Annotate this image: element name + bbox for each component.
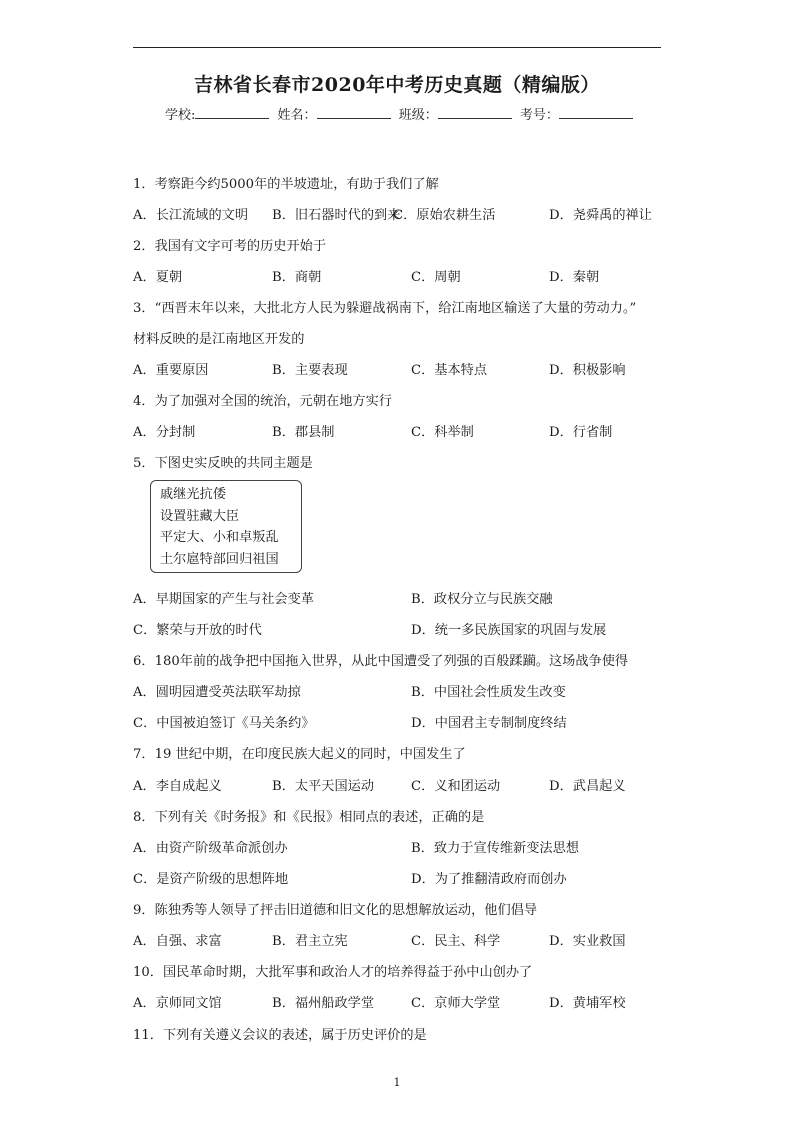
question-3-stem: 3．“西晋末年以来，大批北方人民为躲避战祸南下，给江南地区输送了大量的劳动力。”	[133, 301, 637, 316]
exam-no-label: 考号：	[519, 108, 559, 123]
question-7-option-d: D．武昌起义	[549, 779, 626, 794]
question-1-option-c: C．原始农耕生活	[393, 208, 496, 223]
question-1-stem: 1．考察距今约5000年的半坡遗址，有助于我们了解	[133, 177, 439, 192]
exam-no-blank	[559, 106, 633, 119]
question-3-option-a: A．重要原因	[133, 363, 209, 378]
question-2-option-a: A．夏朝	[133, 270, 183, 285]
question-5-option-a: A．早期国家的产生与社会变革	[133, 592, 314, 607]
question-2-option-d: D．秦朝	[549, 270, 600, 285]
question-9-option-a: A．自强、求富	[133, 934, 222, 949]
question-2-option-c: C．周朝	[411, 270, 461, 285]
question-7-option-b: B．太平天国运动	[272, 779, 375, 794]
question-10-stem: 10．国民革命时期，大批军事和政治人才的培养得益于孙中山创办了	[133, 965, 533, 980]
question-5-stem: 5．下图史实反映的共同主题是	[133, 456, 313, 471]
figure-line: 戚继光抗倭	[160, 487, 226, 502]
question-5-option-b: B．政权分立与民族交融	[411, 592, 553, 607]
question-6-stem: 6．180年前的战争把中国拖入世界，从此中国遭受了列强的百般蹂躏。这场战争使得	[133, 654, 629, 669]
question-2-option-b: B．商朝	[272, 270, 322, 285]
question-9-option-c: C．民主、科学	[411, 934, 501, 949]
question-8-option-a: A．由资产阶级革命派创办	[133, 841, 288, 856]
question-1-option-a: A．长江流域的文明	[133, 208, 249, 223]
question-7-stem: 7．19 世纪中期，在印度民族大起义的同时，中国发生了	[133, 747, 466, 762]
question-6-option-a: A．圆明园遭受英法联军劫掠	[133, 685, 301, 700]
question-10-option-d: D．黄埔军校	[549, 996, 626, 1011]
question-6-option-c: C．中国被迫签订《马关条约》	[133, 716, 315, 731]
question-4-option-b: B．郡县制	[272, 425, 335, 440]
figure-line: 平定大、小和卓叛乱	[160, 530, 279, 545]
question-6-option-b: B．中国社会性质发生改变	[411, 685, 566, 700]
header-rule	[133, 47, 661, 48]
question-9-stem: 9．陈独秀等人领导了抨击旧道德和旧文化的思想解放运动，他们倡导	[133, 903, 538, 918]
question-7-option-c: C．义和团运动	[411, 779, 501, 794]
question-3-option-c: C．基本特点	[411, 363, 488, 378]
question-7-option-a: A．李自成起义	[133, 779, 222, 794]
question-4-option-a: A．分封制	[133, 425, 196, 440]
question-4-stem: 4．为了加强对全国的统治，元朝在地方实行	[133, 394, 392, 409]
question-5-option-c: C．繁荣与开放的时代	[133, 623, 262, 638]
school-blank	[195, 106, 269, 119]
question-3-option-b: B．主要表现	[272, 363, 348, 378]
question-9-option-b: B．君主立宪	[272, 934, 348, 949]
class-label: 班级：	[398, 108, 438, 123]
school-label: 学校:	[165, 108, 196, 123]
question-10-option-c: C．京师大学堂	[411, 996, 501, 1011]
question-8-stem: 8．下列有关《时务报》和《民报》相同点的表述，正确的是	[133, 810, 485, 825]
student-info-line	[165, 104, 637, 123]
figure-line: 土尔扈特部回归祖国	[160, 551, 279, 567]
page-title: 吉林省长春市2020年中考历史真题（精编版）	[194, 74, 600, 96]
question-3-option-d: D．积极影响	[549, 363, 626, 378]
name-label: 姓名：	[277, 108, 317, 123]
question-10-option-a: A．京师同文馆	[133, 996, 222, 1011]
question-9-option-d: D．实业救国	[549, 934, 626, 949]
question-5-figure-box	[150, 480, 302, 573]
question-1-option-d: D．尧舜禹的禅让	[549, 208, 652, 223]
question-8-option-b: B．致力于宣传维新变法思想	[411, 841, 579, 856]
question-11-stem: 11．下列有关遵义会议的表述，属于历史评价的是	[133, 1028, 427, 1043]
name-blank	[317, 106, 391, 119]
question-8-option-d: D．为了推翻清政府而创办	[411, 872, 567, 887]
question-2-stem: 2．我国有文字可考的历史开始于	[133, 239, 327, 254]
figure-line: 设置驻藏大臣	[160, 508, 240, 524]
question-1-option-b: B．旧石器时代的到来	[272, 208, 401, 223]
question-6-option-d: D．中国君主专制制度终结	[411, 716, 567, 731]
question-5-option-d: D．统一多民族国家的巩固与发展	[411, 623, 607, 638]
question-4-option-d: D．行省制	[549, 425, 613, 440]
question-3-stem-line2: 材料反映的是江南地区开发的	[133, 332, 305, 347]
question-10-option-b: B．福州船政学堂	[272, 996, 375, 1011]
class-blank	[438, 106, 512, 119]
page-number: 1	[393, 1076, 401, 1089]
question-8-option-c: C．是资产阶级的思想阵地	[133, 872, 289, 887]
question-4-option-c: C．科举制	[411, 425, 474, 440]
